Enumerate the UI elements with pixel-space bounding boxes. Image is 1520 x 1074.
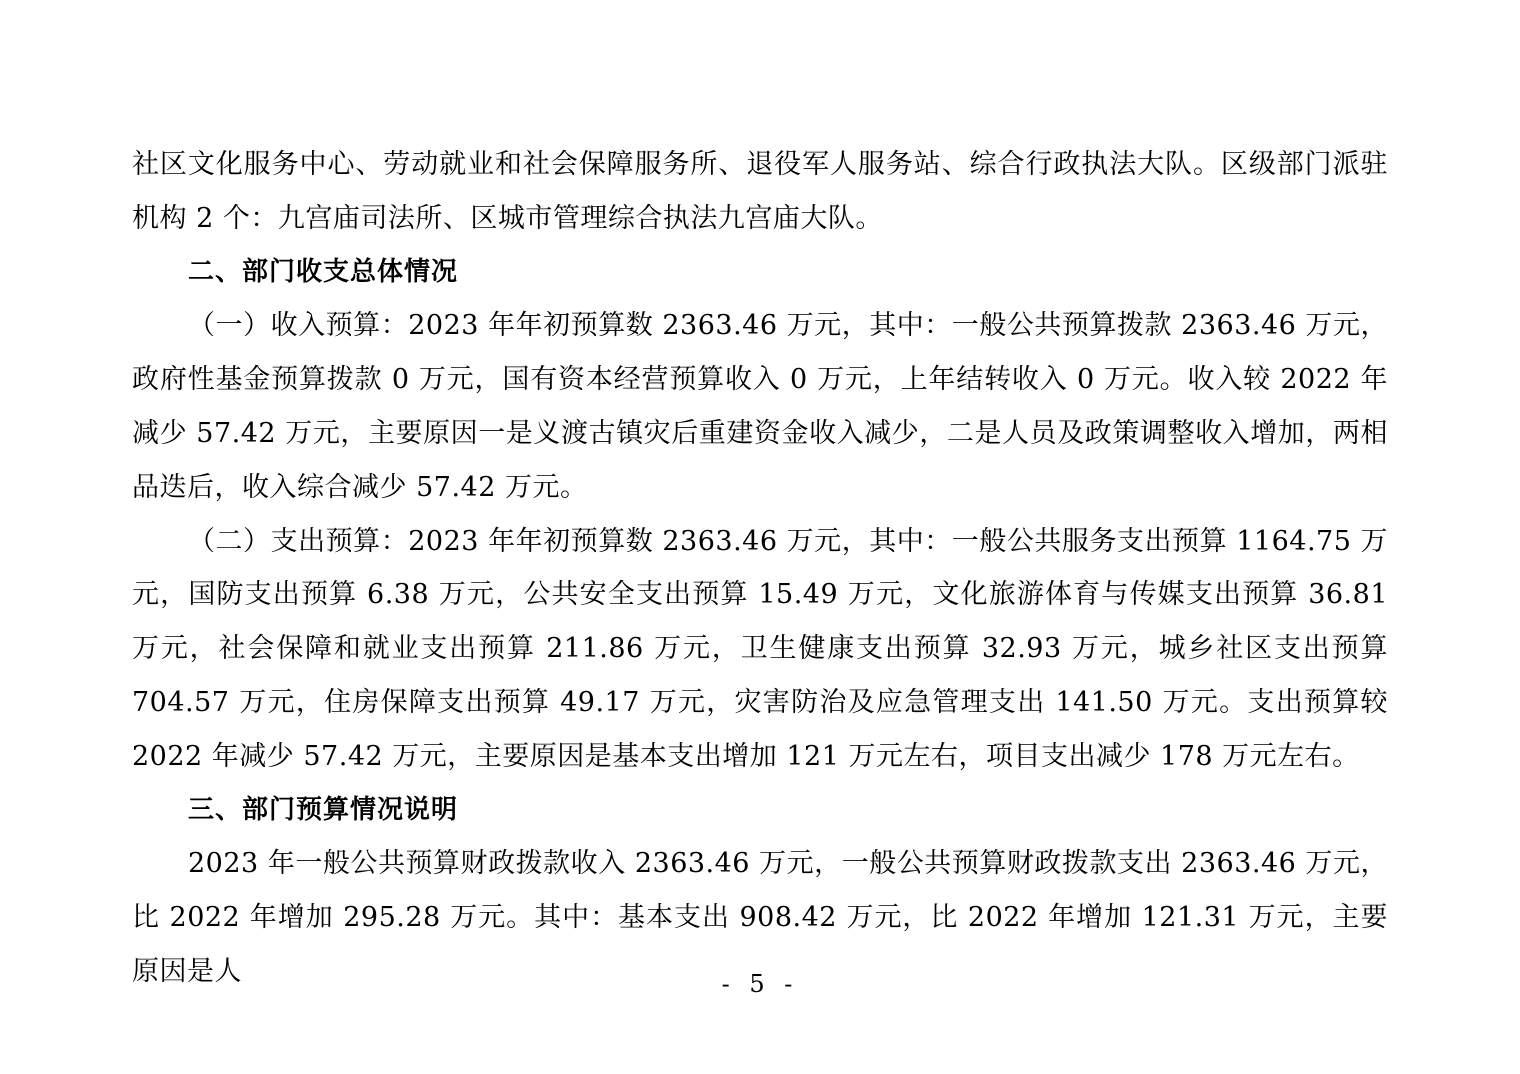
paragraph-expenditure-budget: （二）支出预算：2023 年年初预算数 2363.46 万元，其中：一般公共服务支出预算 1164.75 万元，国防支出预算 6.38 万元，公共安全支出预算 15.49 万元，文化旅游体育与传媒支出预算 36.81 万元，社会保障和就业支出预算 211.86 万元，卫生健康支出预算 32.93 万元，城乡社区支出预算 704.57 万元，住房保障支出预算 49.17 万元，灾害防治及应急管理支出 141.50 万元。支出预算较 2022 年减少 57.42 万元，主要原因是基本支出增加 121 万元左右，项目支出减少 178 万元左右。 [132,525,1388,772]
section-heading-overall-revenue-expenditure: 二、部门收支总体情况 [188,256,459,287]
paragraph-institutions-continued: 社区文化服务中心、劳动就业和社会保障服务所、退役军人服务站、综合行政执法大队。区级部门派驻机构 2 个：九宫庙司法所、区城市管理综合执法九宫庙大队。 [132,149,1388,234]
paragraph-revenue-budget: （一）收入预算：2023 年年初预算数 2363.46 万元，其中：一般公共预算拨款 2363.46 万元，政府性基金预算拨款 0 万元，国有资本经营预算收入 0 万元，上年结转收入 0 万元。收入较 2022 年减少 57.42 万元，主要原因一是义渡古镇灾后重建资金收入减少，二是人员及政策调整收入增加，两相品迭后，收入综合减少 57.42 万元。 [132,310,1388,503]
page-number: - 5 - [721,970,799,998]
document-body [132,138,1388,999]
section-heading-budget-explanation: 三、部门预算情况说明 [188,794,459,825]
paragraph-general-public-budget: 2023 年一般公共预算财政拨款收入 2363.46 万元，一般公共预算财政拨款支出 2363.46 万元，比 2022 年增加 295.28 万元。其中：基本支出 908.42 万元，比 2022 年增加 121.31 万元，主要原因是人 [132,848,1388,987]
